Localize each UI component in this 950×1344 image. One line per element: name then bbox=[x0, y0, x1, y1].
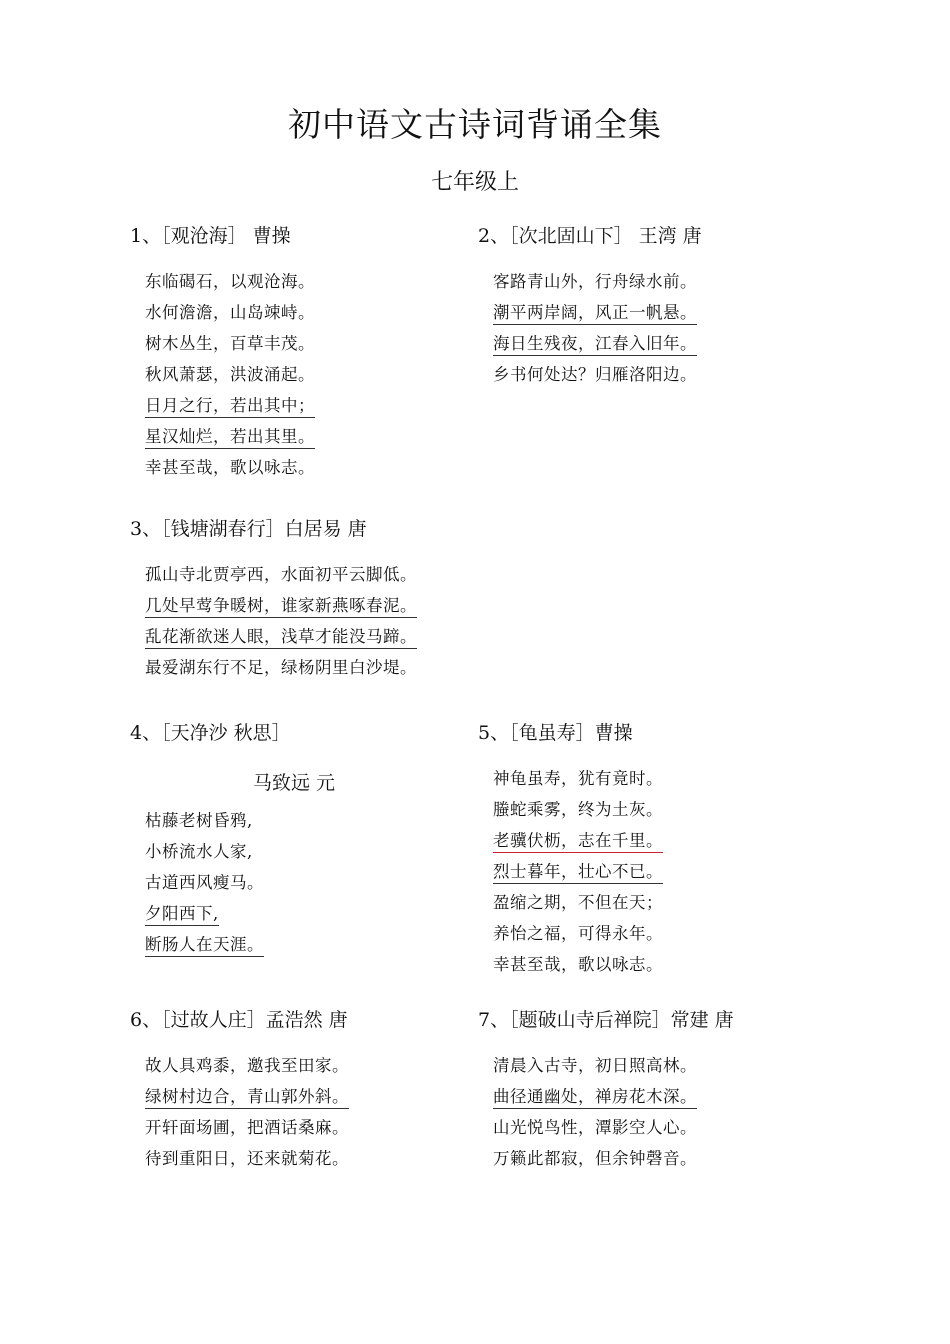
poem-line bbox=[145, 1050, 349, 1081]
poem-line bbox=[145, 867, 335, 898]
poem-line bbox=[493, 949, 663, 980]
poem-line-text: 秋风萧瑟，洪波涌起。 bbox=[145, 365, 315, 384]
poem-line bbox=[145, 836, 335, 867]
poem-line-text: 潮平两岸阔，风正一帆悬。 bbox=[493, 302, 697, 325]
poem-line bbox=[493, 856, 663, 887]
poem-line-text: 幸甚至哉，歌以咏志。 bbox=[145, 458, 315, 477]
poem-line-text: 乱花渐欲迷人眼，浅草才能没马蹄。 bbox=[145, 626, 417, 649]
poem-line bbox=[145, 359, 315, 390]
poem-line bbox=[145, 805, 335, 836]
poem-lines bbox=[478, 763, 663, 980]
poem-line-text: 日月之行，若出其中； bbox=[145, 395, 315, 418]
poem-line bbox=[145, 266, 315, 297]
poem-line bbox=[145, 898, 335, 929]
poem-line bbox=[145, 421, 315, 452]
poem-line-text: 绿树村边合，青山郭外斜。 bbox=[145, 1086, 349, 1109]
poem-heading: 5、［龟虽寿］曹操 bbox=[478, 722, 633, 744]
poem-lines bbox=[478, 266, 702, 390]
poem-lines bbox=[130, 559, 417, 683]
poem-line-text: 断肠人在天涯。 bbox=[145, 934, 264, 957]
poem-line bbox=[493, 763, 663, 794]
poem-line-text: 曲径通幽处，禅房花木深。 bbox=[493, 1086, 697, 1109]
poem-line-text: 老骥伏枥，志在千里。 bbox=[493, 830, 663, 853]
poem-line bbox=[493, 918, 663, 949]
poem-heading: 1、［观沧海］ 曹操 bbox=[130, 225, 291, 247]
poem-4 bbox=[130, 719, 335, 960]
poem-7 bbox=[478, 1006, 734, 1174]
poem-line bbox=[145, 297, 315, 328]
poem-line-text: 螣蛇乘雾，终为土灰。 bbox=[493, 800, 663, 819]
poem-line bbox=[493, 1143, 734, 1174]
poem-line-text: 枯藤老树昏鸦, bbox=[145, 811, 253, 830]
poem-line-text: 客路青山外，行舟绿水前。 bbox=[493, 272, 697, 291]
poem-line bbox=[145, 621, 417, 652]
poem-line-text: 故人具鸡黍，邀我至田家。 bbox=[145, 1056, 349, 1075]
poem-line bbox=[493, 1081, 734, 1112]
poem-line-text: 待到重阳日，还来就菊花。 bbox=[145, 1149, 349, 1168]
poem-1 bbox=[130, 222, 315, 483]
poem-line-text: 山光悦鸟性，潭影空人心。 bbox=[493, 1118, 697, 1137]
poem-line-text: 幸甚至哉，歌以咏志。 bbox=[493, 955, 663, 974]
poem-line-text: 小桥流水人家, bbox=[145, 842, 253, 861]
poem-line bbox=[493, 1050, 734, 1081]
poem-line-text: 万籁此都寂，但余钟磬音。 bbox=[493, 1149, 697, 1168]
poem-line-text: 盈缩之期，不但在天； bbox=[493, 893, 663, 912]
poem-line-text: 古道西风瘦马。 bbox=[145, 873, 264, 892]
poem-line bbox=[493, 297, 702, 328]
poem-line bbox=[493, 359, 702, 390]
poem-line-text: 乡书何处达？归雁洛阳边。 bbox=[493, 365, 697, 384]
poem-line bbox=[493, 266, 702, 297]
poem-3 bbox=[130, 515, 417, 683]
poem-line bbox=[145, 559, 417, 590]
poem-line bbox=[145, 652, 417, 683]
poem-line bbox=[145, 1081, 349, 1112]
poem-line-text: 几处早莺争暖树，谁家新燕啄春泥。 bbox=[145, 595, 417, 618]
poem-line-text: 东临碣石，以观沧海。 bbox=[145, 272, 315, 291]
poem-heading: 6、［过故人庄］孟浩然 唐 bbox=[130, 1009, 348, 1031]
poem-line bbox=[493, 328, 702, 359]
poem-5 bbox=[478, 719, 663, 980]
poem-line-text: 神龟虽寿，犹有竟时。 bbox=[493, 769, 663, 788]
poem-line-text: 海日生残夜，江春入旧年。 bbox=[493, 333, 697, 356]
poem-line bbox=[493, 887, 663, 918]
poem-heading: 4、［天净沙 秋思］ bbox=[130, 722, 291, 744]
poem-line-text: 烈士暮年，壮心不已。 bbox=[493, 861, 663, 884]
poem-lines bbox=[130, 266, 315, 483]
poem-line-text: 孤山寺北贾亭西，水面初平云脚低。 bbox=[145, 565, 417, 584]
poem-line bbox=[493, 825, 663, 856]
poem-line-text: 最爱湖东行不足，绿杨阴里白沙堤。 bbox=[145, 658, 417, 677]
poem-line-text: 开轩面场圃，把酒话桑麻。 bbox=[145, 1118, 349, 1137]
poem-line bbox=[145, 452, 315, 483]
grade-heading: 七年级上 bbox=[430, 170, 519, 195]
poem-heading: 7、［题破山寺后禅院］常建 唐 bbox=[478, 1009, 734, 1031]
poem-line bbox=[145, 390, 315, 421]
poem-line bbox=[145, 590, 417, 621]
poem-line bbox=[493, 794, 663, 825]
poem-line-text: 星汉灿烂，若出其里。 bbox=[145, 426, 315, 449]
poem-line bbox=[493, 1112, 734, 1143]
poem-6 bbox=[130, 1006, 349, 1174]
poem-line-text: 夕阳西下, bbox=[145, 903, 219, 926]
poem-line bbox=[145, 1143, 349, 1174]
poem-heading: 3、［钱塘湖春行］白居易 唐 bbox=[130, 518, 367, 540]
poem-lines bbox=[130, 1050, 349, 1174]
poem-author: 马致远 元 bbox=[253, 772, 336, 794]
poem-line bbox=[145, 1112, 349, 1143]
page-title: 初中语文古诗词背诵全集 bbox=[288, 105, 662, 144]
poem-lines bbox=[130, 805, 335, 960]
poem-line bbox=[145, 929, 335, 960]
poem-heading: 2、［次北固山下］ 王湾 唐 bbox=[478, 225, 702, 247]
poem-line-text: 养怡之福，可得永年。 bbox=[493, 924, 663, 943]
poem-line-text: 水何澹澹，山岛竦峙。 bbox=[145, 303, 315, 322]
poem-lines bbox=[478, 1050, 734, 1174]
poem-line-text: 树木丛生，百草丰茂。 bbox=[145, 334, 315, 353]
poem-line bbox=[145, 328, 315, 359]
poem-2 bbox=[478, 222, 702, 390]
poem-line-text: 清晨入古寺，初日照高林。 bbox=[493, 1056, 697, 1075]
